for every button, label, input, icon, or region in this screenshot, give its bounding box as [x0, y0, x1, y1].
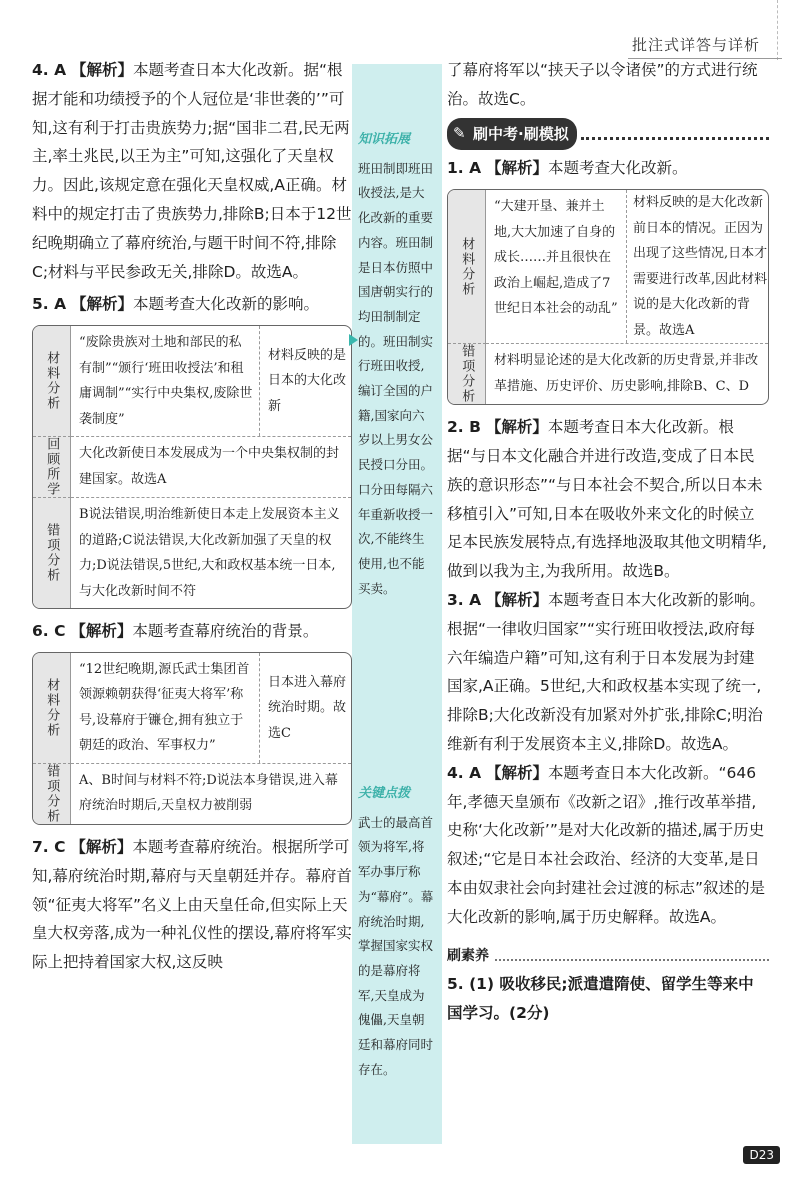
analysis-tag: 【解析】: [485, 418, 548, 437]
answer-number: 1. A: [447, 159, 482, 178]
answer-text: 本题考查日本大化改新。“646年,孝德天皇颁布《改新之诏》,推行改革举措,史称‘大化改新’”是对大化改新的描述,属于历史叙述;“它是日本社会政治、经济的大变革,是日本由奴隶社会向封建社会过渡的标志”叙述的是大化改新的影响,属于历史解释。故选A。: [447, 763, 766, 926]
note-text: 班田制即班田收授法,是大化改新的重要内容。班田制是日本仿照中国唐朝实行的均田制制定的。班田制实行班田收授,编订全国的户籍,国家向六岁以上男女公民授口分田。口分田每隔六年重新收授一次,不能终生使用,也不能买卖。: [358, 160, 434, 596]
pointer-arrow: [349, 334, 358, 346]
answer-4: [32, 56, 352, 286]
answer-text: 本题考查日本大化改新的影响。根据“一律收归国家”“实行班田收授法,政府每六年编造户籍”可知,这有利于日本发展为封建国家,A正确。5世纪,大和政权基本实现了统一,排除B;大化改新没有加紧对外扩张,排除C;明治维新有利于发展资本主义,排除D。故选A。: [447, 590, 766, 753]
analysis-tag: 【解析】: [486, 763, 549, 782]
continued-text: 了幕府将军以“挟天子以令诸侯”的方式进行统治。故选C。: [447, 61, 758, 108]
key-point-note: [358, 782, 436, 1082]
answer-number: 5. A: [32, 295, 67, 314]
answer-1: [447, 154, 769, 183]
banner-label: ✎ 刷中考·刷模拟: [447, 118, 577, 151]
analysis-table: [32, 325, 352, 609]
answer-text: 本题考查幕府统治的背景。: [132, 622, 319, 641]
table-row: [486, 190, 768, 343]
table-cell: B说法错误,明治维新使日本走上发展资本主义的道路;C说法错误,大化改新加强了天皇的权力;D说法错误,5世纪,大和政权基本统一日本,与大化改新时间不符: [71, 497, 351, 608]
subsection-label: 刷素养: [447, 947, 489, 964]
page-header-title: 批注式详答与详析: [631, 36, 760, 54]
table-cell: A、B时间与材料不符;D说法本身错误,进入幕府统治时期后,天皇权力被削弱: [71, 763, 351, 824]
row-label: 错项分析: [448, 343, 486, 404]
analysis-table: [447, 189, 769, 405]
material-conclusion: 材料反映的是大化改新前日本的情况。正因为出现了这些情况,日本才需要进行改革,因此材料说的是大化改新的背景。故选A: [626, 190, 768, 343]
answer-6: [32, 617, 352, 646]
answer-number: 4. A: [447, 763, 482, 782]
analysis-tag: 【解析】: [70, 622, 133, 641]
table-row: [71, 326, 351, 436]
answer-5r: 5. (1) 吸收移民;派遣遣隋使、留学生等来中国学习。(2分): [447, 975, 754, 1023]
answer-4r: [447, 759, 769, 932]
note-title: 知识拓展: [358, 132, 411, 147]
row-label: 材料分析: [448, 190, 486, 343]
answer-number: 2. B: [447, 418, 481, 437]
section-banner: [447, 118, 769, 151]
analysis-tag: 【解析】: [486, 159, 549, 178]
answer-text: 本题考查日本大化改新。根据“与日本文化融合并进行改造,变成了日本民族的意识形态”“与日本社会不契合,所以日本未移植引入”可知,日本在吸收外来文化的时候立足本民族发展特点,有选择地汲取其他文明精华,做到以我为主,为我所用。故选B。: [447, 418, 767, 581]
note-text: 武士的最高首领为将军,将军办事厅称为“幕府”。幕府统治时期,掌握国家实权的是幕府将军,天皇成为傀儡,天皇朝廷和幕府同时存在。: [358, 814, 434, 1077]
answer-number: 7. C: [32, 837, 66, 856]
page-corner-mark: [777, 0, 800, 60]
page-number: D23: [743, 1146, 780, 1164]
row-label: 材料分析: [33, 326, 71, 436]
answer-text: 本题考查日本大化改新。据“根据才能和功绩授予的个人冠位是‘非世袭的’”可知,这有利于打击贵族势力;据“国非二君,民无两主,率土兆民,以王为主”可知,这强化了天皇权力。因此,该规定意在强化天皇权威,A正确。材料中的规定打击了贵族势力,排除B;日本于12世纪晚期确立了幕府统治,与题干时间不符,排除C;材料与平民参政无关,排除D。故选A。: [32, 61, 352, 281]
answer-5: [32, 290, 352, 319]
material-conclusion: 日本进入幕府统治时期。故选C: [259, 653, 351, 763]
row-label: 错项分析: [33, 763, 71, 824]
answer-7: [32, 833, 352, 977]
answer-number: 3. A: [447, 590, 482, 609]
row-label: 错项分析: [33, 497, 71, 608]
answer-text: 本题考查幕府统治。根据所学可知,幕府统治时期,幕府与天皇朝廷并存。幕府首领“征夷大将军”名义上由天皇任命,但实际上天皇大权旁落,成为一种礼仪性的摆设,幕府将军实际上把持着国家大权,这反映: [32, 837, 352, 972]
table-row: [71, 653, 351, 763]
material-quote: “12世纪晚期,源氏武士集团首领源赖朝获得‘征夷大将军’称号,设幕府于镰仓,拥有独立于朝廷的政治、军事权力”: [79, 661, 250, 754]
answer-text: 本题考查大化改新。: [548, 159, 688, 178]
table-cell: 材料明显论述的是大化改新的历史背景,并非改革措施、历史评价、历史影响,排除B、C、D: [486, 343, 768, 404]
material-quote: “大建开垦、兼并土地,大大加速了自身的成长……并且很快在政治上崛起,造成了7世纪日本社会的动乱”: [494, 199, 618, 317]
analysis-tag: 【解析】: [71, 61, 134, 79]
analysis-tag: 【解析】: [70, 837, 133, 856]
material-conclusion: 材料反映的是日本的大化改新: [259, 326, 351, 436]
subsection-dots: [495, 951, 769, 961]
table-cell: 大化改新使日本发展成为一个中央集权制的封建国家。故选A: [71, 436, 351, 497]
answer-3: [447, 586, 769, 759]
knowledge-extension-note: [358, 128, 436, 601]
subsection-header: [447, 942, 769, 971]
material-quote: “废除贵族对土地和部民的私有制”“颁行‘班田收授法’和租庸调制”“实行中央集权,废除世袭制度”: [79, 335, 253, 427]
answer-number: 6. C: [32, 622, 66, 641]
right-column: [447, 56, 769, 1028]
row-label: 回顾所学: [33, 436, 71, 497]
banner-dots: [581, 127, 769, 140]
answer-2: [447, 413, 769, 586]
analysis-table: [32, 652, 352, 825]
analysis-tag: 【解析】: [71, 295, 134, 314]
row-label: 材料分析: [33, 653, 71, 763]
left-column: [32, 56, 352, 977]
analysis-tag: 【解析】: [486, 590, 549, 609]
answer-number: 4. A: [32, 61, 67, 79]
answer-text: 本题考查大化改新的影响。: [133, 295, 320, 314]
note-title: 关键点拨: [358, 786, 411, 801]
notes-sidebar: [352, 64, 442, 1144]
